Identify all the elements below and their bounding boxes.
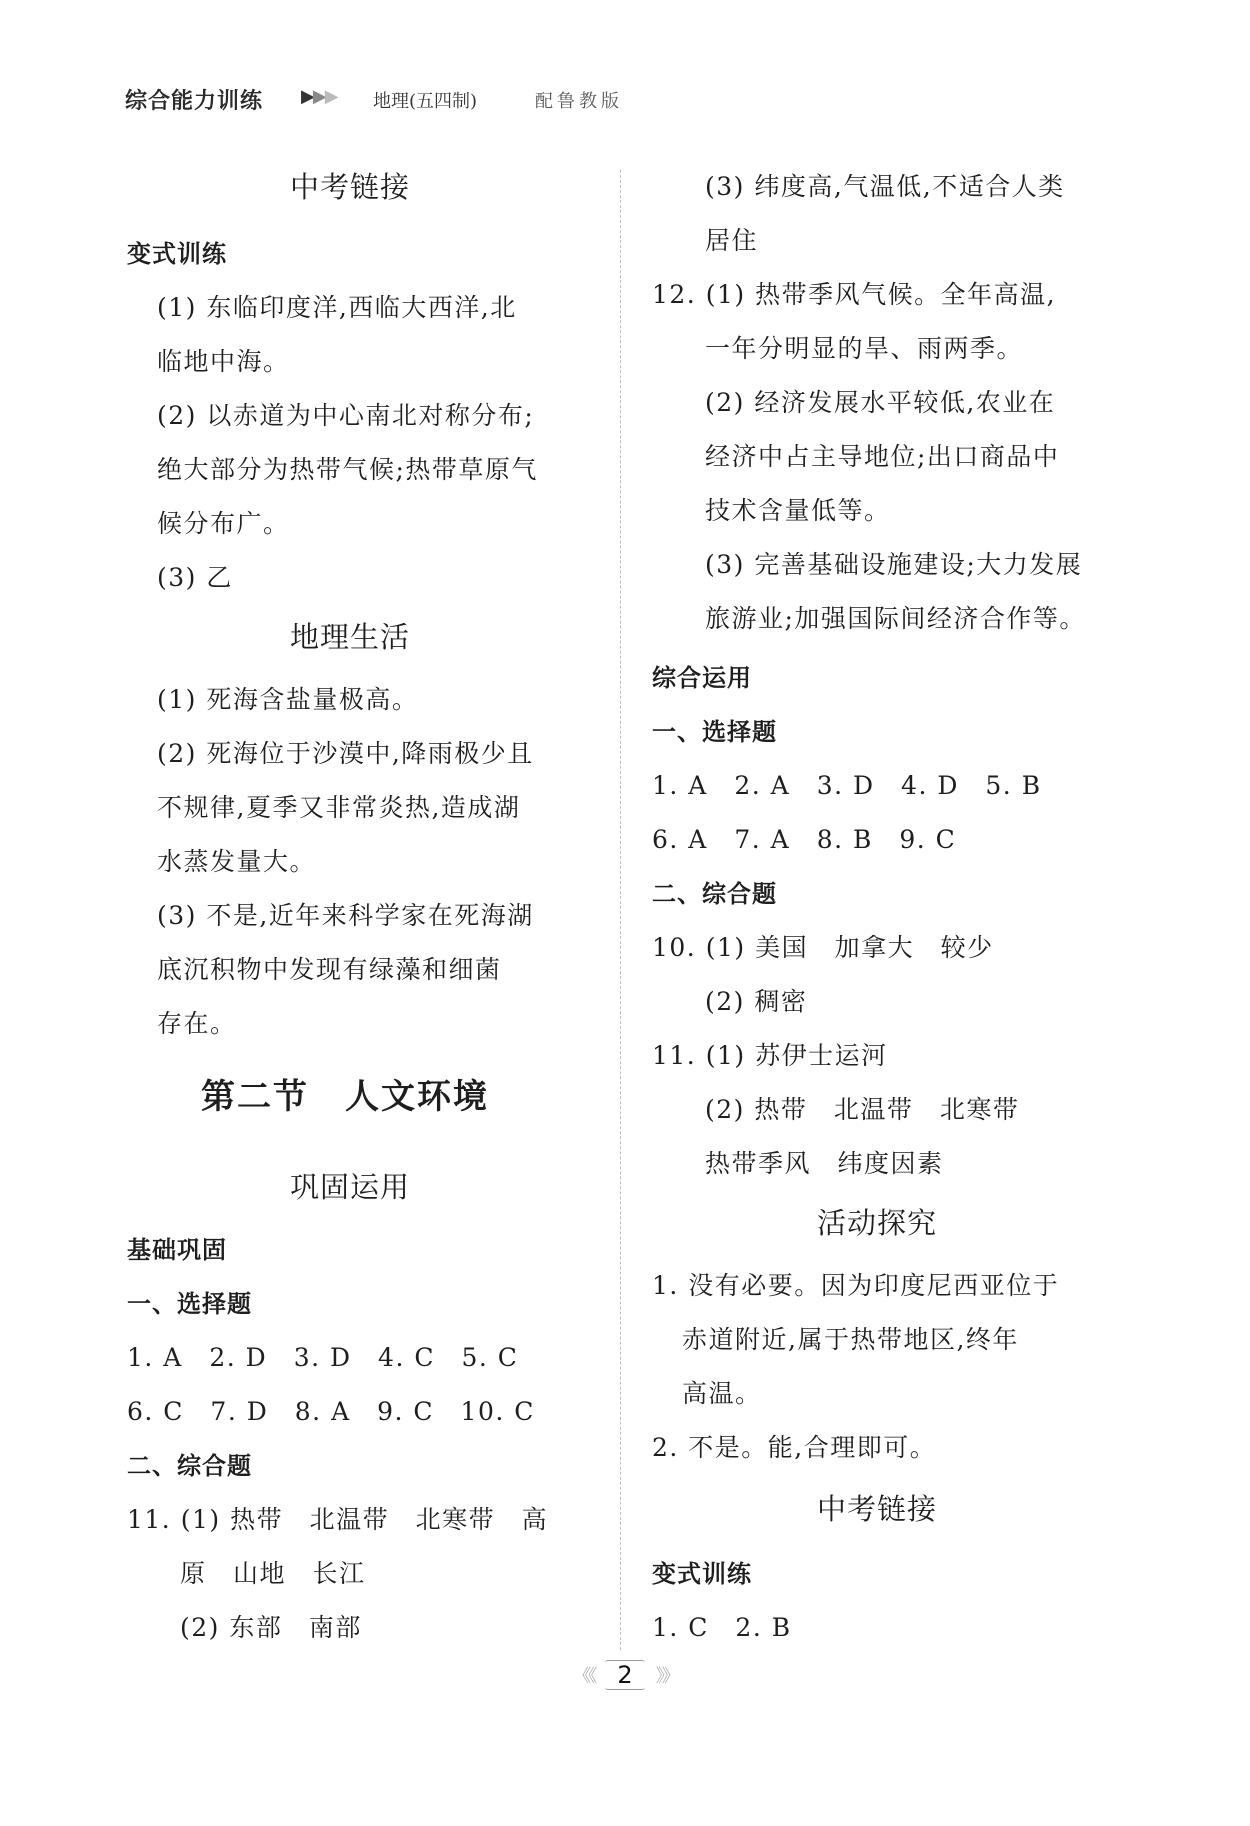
answer-line: 经济中占主导地位;出口商品中 [705,442,1060,471]
answer-line: 1. A 2. D 3. D 4. C 5. C [127,1343,519,1372]
zhongkao-heading: 中考链接 [290,170,411,204]
answer-line: 居住 [705,226,759,255]
answer-line: 原 山地 长江 [180,1559,366,1588]
dili-shenghuo-heading: 地理生活 [290,620,411,654]
answer-line: (3) 不是,近年来科学家在死海湖 [157,901,534,930]
section-title: 第二节 人文环境 [201,1077,489,1117]
series-title: 综合能力训练 [125,89,264,114]
answer-line: (2) 以赤道为中心南北对称分布; [157,401,535,430]
answer-line: 1. C 2. B [652,1613,792,1642]
jichu-heading: 基础巩固 [127,1236,227,1264]
zonghe-heading: 二、综合题 [652,880,777,908]
answer-line: 临地中海。 [157,347,290,376]
answer-line: 高温。 [682,1379,762,1408]
answer-line: 11. (1) 苏伊士运河 [652,1041,888,1070]
bianshi-heading: 变式训练 [127,240,227,268]
answer-line: 1. 没有必要。因为印度尼西亚位于 [652,1271,1060,1300]
answer-line: 赤道附近,属于热带地区,终年 [682,1325,1019,1354]
answer-line: 存在。 [157,1009,237,1038]
answer-line: (2) 经济发展水平较低,农业在 [705,388,1056,417]
answer-line: (2) 死海位于沙漠中,降雨极少且 [157,739,534,768]
answer-line: (2) 东部 南部 [180,1613,362,1642]
answer-line: (2) 稠密 [705,987,808,1016]
answer-line: 一年分明显的旱、雨两季。 [705,334,1024,363]
answer-line: 10. (1) 美国 加拿大 较少 [652,933,994,962]
answer-line: (3) 完善基础设施建设;大力发展 [705,550,1083,579]
choice-heading: 一、选择题 [127,1290,252,1318]
answer-line: 2. 不是。能,合理即可。 [652,1433,937,1462]
answer-line: 不规律,夏季又非常炎热,造成湖 [157,793,521,822]
huodong-heading: 活动探究 [817,1206,938,1240]
answer-line: 候分布广。 [157,509,290,538]
answer-line: (1) 死海含盐量极高。 [157,685,419,714]
left-column [127,0,607,1640]
page-footer [0,1660,1250,1690]
subject-label: 地理(五四制) [373,91,478,112]
zhongkao-heading: 中考链接 [817,1492,938,1526]
answer-line: (3) 纬度高,气温低,不适合人类 [705,172,1065,201]
answer-line: 旅游业;加强国际间经济合作等。 [705,604,1086,633]
left-chevrons-icon: 《《 [573,1666,595,1687]
bianshi-heading: 变式训练 [652,1560,752,1588]
answer-line: 底沉积物中发现有绿藻和细菌 [157,955,502,984]
right-column [652,0,1122,1640]
choice-heading: 一、选择题 [652,718,777,746]
answer-line: 热带季风 纬度因素 [705,1149,944,1178]
answer-line: 6. A 7. A 8. B 9. C [652,825,957,854]
edition-label: 配鲁教版 [535,91,623,112]
answer-line: 1. A 2. A 3. D 4. D 5. B [652,771,1042,800]
right-chevrons-icon: 》》 [655,1666,677,1687]
answer-line: 6. C 7. D 8. A 9. C 10. C [127,1397,535,1426]
header-arrows-icon: ▶▶▶ [301,86,337,107]
column-divider [620,170,621,1650]
page-number: 2 [605,1660,644,1690]
answer-line: 12. (1) 热带季风气候。全年高温, [652,280,1057,309]
answer-line: 水蒸发量大。 [157,847,317,876]
answer-line: (1) 东临印度洋,西临大西洋,北 [157,293,517,322]
answer-line: 绝大部分为热带气候;热带草原气 [157,455,538,484]
answer-line: (3) 乙 [157,563,233,592]
answer-line: (2) 热带 北温带 北寒带 [705,1095,1020,1124]
answer-line: 技术含量低等。 [705,496,891,525]
zonghe-heading: 二、综合题 [127,1452,252,1480]
zonghe-yunyong-heading: 综合运用 [652,664,752,692]
answer-line: 11. (1) 热带 北温带 北寒带 高 [127,1505,549,1534]
gonggu-heading: 巩固运用 [290,1170,411,1204]
